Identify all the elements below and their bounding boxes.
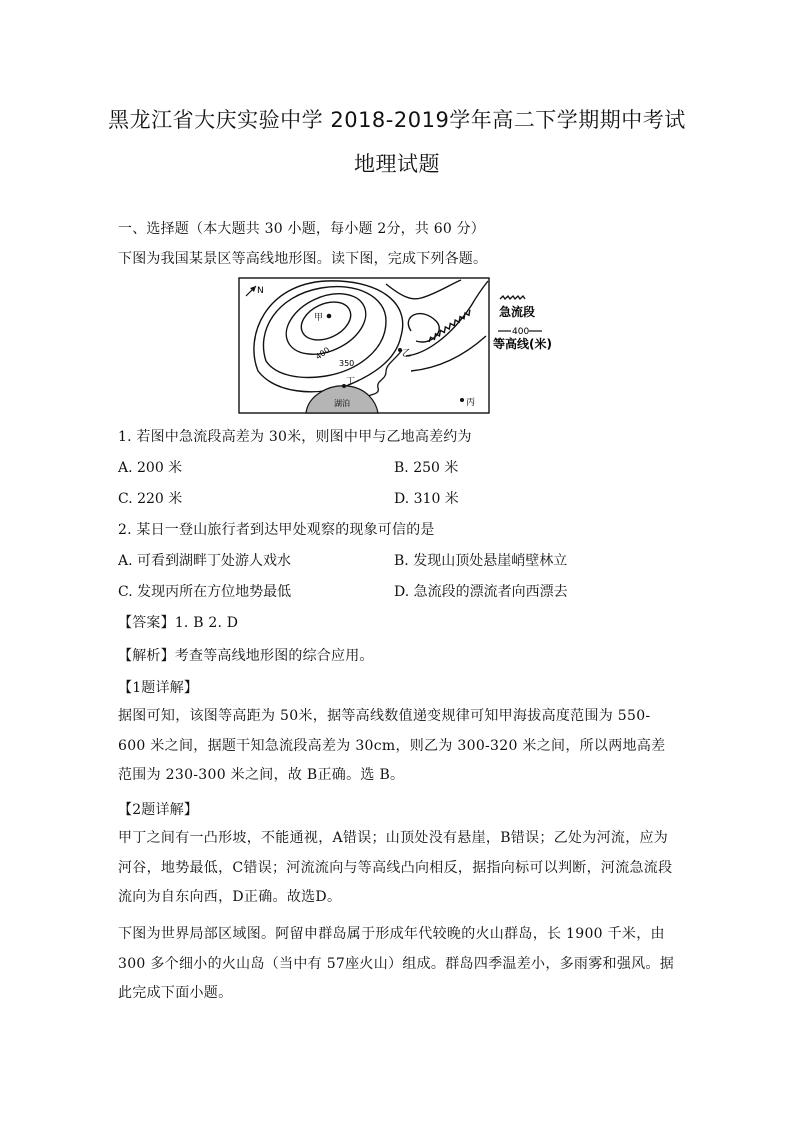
point-jia-label: 甲: [314, 313, 324, 323]
document-title: 黑龙江省大庆实验中学 2018-2019学年高二下学期期中考试: [108, 108, 686, 132]
lake-label: 湖泊: [334, 399, 350, 408]
contour-label-350: 350: [339, 359, 355, 368]
section-heading: 一、选择题（本大题共 30 小题，每小题 2分，共 60 分）: [118, 221, 485, 237]
question-1-option-a[interactable]: A. 200 米: [118, 460, 183, 476]
detail-2-title: 【2题详解】: [118, 802, 199, 818]
question-2-option-d[interactable]: D. 急流段的漂流者向西漂去: [394, 584, 568, 600]
document-subtitle: 地理试题: [354, 152, 440, 176]
legend-contour-label: 等高线(米): [493, 337, 552, 351]
answer-line: 【答案】1. B 2. D: [118, 615, 239, 631]
question-2-option-b[interactable]: B. 发现山顶处悬崖峭壁林立: [394, 553, 568, 569]
point-jia-marker: [327, 314, 332, 319]
contour-label-400: 400: [313, 345, 332, 362]
question-1-option-b[interactable]: B. 250 米: [394, 460, 459, 476]
section-intro: 下图为我国某景区等高线地形图。读下图，完成下列各题。: [118, 251, 488, 267]
question-1-option-d[interactable]: D. 310 米: [394, 491, 459, 507]
next-section-intro: 下图为世界局部区域图。阿留申群岛属于形成年代较晚的火山群岛，长 1900 千米，由 300 多个细小的火山岛（当中有 57座火山）组成。群岛四季温差小，多雨雾和强风。据此完成下面小题。: [118, 926, 675, 1001]
legend-contour-value: 400: [512, 327, 530, 337]
legend-rapids-label: 急流段: [499, 305, 536, 319]
contour-map-figure: [236, 276, 566, 416]
point-yi-label: 乙: [402, 349, 412, 359]
point-bing-label: 丙: [466, 398, 476, 408]
north-label: N: [257, 286, 264, 296]
question-1-stem: 1. 若图中急流段高差为 30米，则图中甲与乙地高差约为: [118, 429, 472, 445]
question-2-option-c[interactable]: C. 发现丙所在方位地势最低: [118, 584, 292, 600]
question-2-stem: 2. 某日一登山旅行者到达甲处观察的现象可信的是: [118, 522, 435, 538]
analysis-line: 【解析】考查等高线地形图的综合应用。: [118, 648, 374, 664]
detail-1-title: 【1题详解】: [118, 680, 199, 696]
point-ding-label: 丁: [346, 377, 356, 387]
question-1-option-c[interactable]: C. 220 米: [118, 491, 183, 507]
detail-2-text: 甲丁之间有一凸形坡，不能通视，A错误；山顶处没有悬崖，B错误；乙处为河流，应为河谷，地势最低，C错误；河流流向与等高线凸向相反，据指向标可以判断，河流急流段流向为自东向西，D正确。故选D。: [118, 830, 673, 905]
question-2-option-a[interactable]: A. 可看到湖畔丁处游人戏水: [118, 553, 292, 569]
legend-rapids-icon: [500, 296, 525, 299]
point-bing-marker: [460, 398, 464, 402]
detail-1-text: 据图可知，该图等高距为 50米，据等高线数值递变规律可知甲海拔高度范围为 550-600 米之间，据题干知急流段高差为 30cm，则乙为 300-320 米之间，所以两地高差范围为 230-300 米之间，故 B正确。选 B。: [118, 708, 666, 783]
